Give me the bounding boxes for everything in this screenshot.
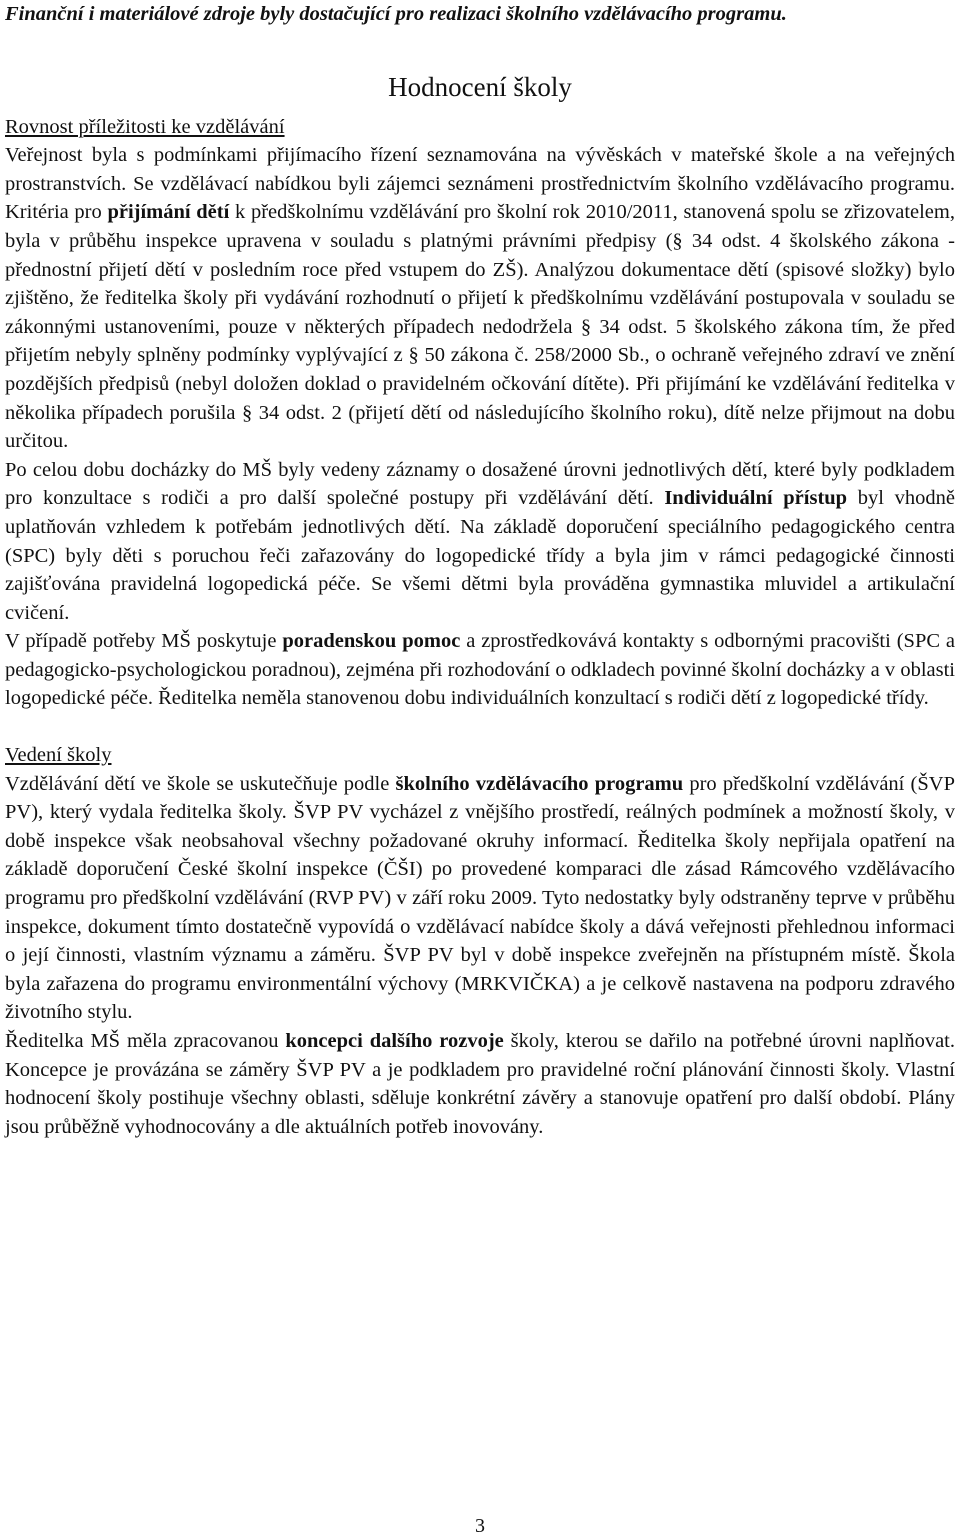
bold-term: Individuální přístup bbox=[664, 487, 848, 510]
section-title-equal-opportunity: Rovnost příležitosti ke vzdělávání bbox=[5, 115, 285, 138]
text-run: k předškolnímu vzdělávání pro školní rok 2010/2011, stanovená spolu se zřizovatelem, byla v průběhu inspekce upravena v souladu s platnými právními předpisy (§ 34 odst. 4 školského zákona - přednostní přijetí dětí v posledním roce před vstupem do ZŠ). Analýzou dokumentace dětí (spisové složky) bylo zjištěno, že ředitelka školy při vydávání rozhodnutí o přijetí k předškolnímu vzdělávání postupovala v souladu se zákonnými ustanoveními, pouze v některých případech nedodržela § 34 odst. 5 školského zákona tím, že před přijetím nebyly splněny podmínky vyplývající z § 50 zákona č. 258/2000 Sb., o ochraně veřejného zdraví ve znění pozdějších předpisů (nebyl doložen doklad o pravidelném očkování dítěte). Při přijímání ke vzdělávání ředitelka v několika případech porušila § 34 odst. 2 (přijetí dětí od následujícího školního roku), dítě nelze přijmout na dobu určitou. bbox=[5, 201, 955, 453]
text-run: pro předškolní vzdělávání (ŠVP PV), který vydala ředitelka školy. ŠVP PV vycházel z vnějšího prostředí, reálných podmínek a možností školy, v době inspekce však neobsahoval všechny požadované okruhy informací. Ředitelka školy nepřijala opatření na základě doporučení České školní inspekce (ČŠI) po provedené komparaci dle zásad Rámcového vzdělávacího programu pro předškolní vzdělávání (RVP PV) v září roku 2009. Tyto nedostatky byly odstraněny teprve v průběhu inspekce, dokument tímto dostatečně vypovídá o vzdělávací nabídce školy a dává veřejnosti přehlednou informaci o její činnosti, vlastním významu a záměru. ŠVP PV byl v době inspekce zveřejněn na přístupném místě. Škola byla zařazena do programu environmentální výchovy (MRKVIČKA) a je celkově nastavena na podporu zdravého životního stylu. bbox=[5, 772, 955, 1024]
page-heading: Hodnocení školy bbox=[388, 71, 572, 102]
bold-term: přijímání dětí bbox=[107, 201, 230, 224]
bold-term: koncepci dalšího rozvoje bbox=[285, 1030, 504, 1052]
bold-term: poradenskou pomoc bbox=[282, 630, 461, 653]
paragraph-admission bbox=[5, 141, 955, 456]
text-run: Po celou dobu docházky do MŠ byly vedeny záznamy o dosažené úrovni jednotlivých dětí, které byly podkladem pro konzultace s rodiči a pro další společné postupy při vzdělávání dětí. bbox=[5, 458, 955, 510]
bold-term: školního vzdělávacího programu bbox=[395, 772, 684, 795]
document-page bbox=[5, 0, 955, 1141]
paragraph-individual-approach bbox=[5, 456, 955, 628]
section-school-management bbox=[5, 741, 955, 1141]
paragraph-development-concept bbox=[5, 1027, 955, 1141]
text-run: Ředitelka MŠ měla zpracovanou bbox=[5, 1030, 286, 1052]
text-run: Veřejnost byla s podmínkami přijímacího řízení seznamována na vývěskách v mateřské škole a na veřejných prostranstvích. Se vzdělávací nabídkou byli zájemci seznámeni prostřednictvím školního vzdělávacího programu. Kritéria pro bbox=[5, 144, 955, 224]
text-run: V případě potřeby MŠ poskytuje bbox=[5, 630, 283, 653]
text-run: a zprostředkovává kontakty s odbornými pracovišti (SPC a pedagogicko-psychologickou poradnou), zejména při rozhodování o odkladech povinné školní docházky a v oblasti logopedické péče. Ředitelka neměla stanovenou dobu individuálních konzultací s rodiči dětí z logopedické třídy. bbox=[5, 630, 956, 710]
paragraph-counseling bbox=[5, 627, 955, 713]
intro-text: Finanční i materiálové zdroje byly dostačující pro realizaci školního vzdělávacího programu. bbox=[5, 3, 787, 25]
paragraph-educational-program bbox=[5, 770, 955, 1027]
text-run: školy, kterou se dařilo na potřebné úrovni naplňovat. Koncepce je provázána se záměry ŠVP PV a je podkladem pro pravidelné roční plánování činnosti školy. Vlastní hodnocení školy postihuje všechny oblasti, sděluje konkrétní závěry a stanovuje opatření pro další období. Plány jsou průběžně vyhodnocovány a dle aktuálních potřeb inovovány. bbox=[5, 1030, 955, 1138]
page-number: 3 bbox=[475, 1515, 485, 1537]
text-run: Vzdělávání dětí ve škole se uskutečňuje podle bbox=[5, 772, 396, 795]
section-title-school-management: Vedení školy bbox=[5, 744, 112, 767]
text-run: byl vhodně uplatňován vzhledem k potřebám jednotlivých dětí. Na základě doporučení speciálního pedagogického centra (SPC) byly děti s poruchou řeči zařazovány do logopedické třídy a byla jim v rámci pedagogické činnosti zajišťována pravidelná logopedická péče. Se všemi dětmi byla prováděna gymnastika mluvidel a artikulační cvičení. bbox=[5, 487, 956, 624]
section-equal-opportunity bbox=[5, 113, 955, 713]
